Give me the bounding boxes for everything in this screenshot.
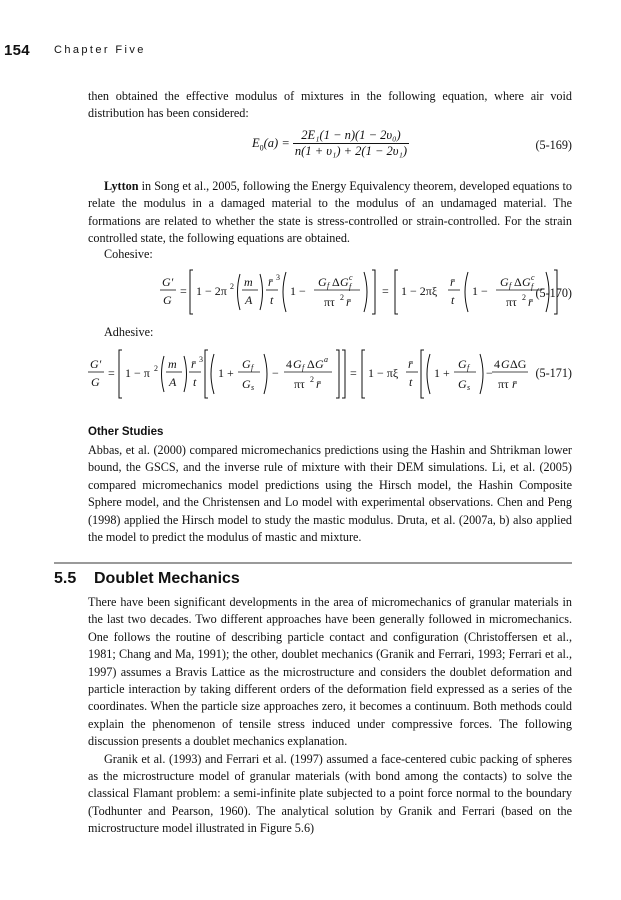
svg-text:1 − 2πξ: 1 − 2πξ (401, 284, 438, 298)
svg-text:=: = (180, 284, 187, 298)
section-title: Doublet Mechanics (94, 570, 240, 587)
svg-text:a: a (324, 355, 328, 364)
svg-text:Δ: Δ (514, 275, 522, 289)
svg-text:s: s (467, 383, 471, 392)
svg-text:r̄: r̄ (268, 275, 273, 289)
svg-text:−: − (272, 366, 279, 380)
svg-text:A: A (169, 375, 177, 389)
svg-text:−: − (486, 366, 493, 380)
equation-number: (5-170) (535, 286, 572, 300)
running-header (0, 42, 621, 62)
svg-text:m: m (244, 275, 253, 289)
svg-text:1 − π: 1 − π (125, 366, 150, 380)
svg-text:G′: G′ (162, 275, 174, 289)
section-divider (54, 562, 572, 564)
svg-text:r̄: r̄ (512, 377, 517, 391)
subheading-other-studies: Other Studies (88, 426, 164, 438)
svg-text:2: 2 (310, 375, 314, 384)
svg-text:G: G (458, 377, 467, 391)
svg-text:2: 2 (522, 293, 526, 302)
svg-text:G: G (340, 275, 349, 289)
svg-text:f: f (467, 363, 470, 372)
svg-text:t: t (270, 293, 274, 307)
cohesive-label: Cohesive: (104, 247, 153, 261)
svg-text:A: A (245, 293, 253, 307)
section-heading (54, 570, 240, 588)
svg-text:r̄: r̄ (191, 357, 196, 371)
svg-text:ΔG: ΔG (510, 357, 527, 371)
svg-text:f: f (327, 281, 330, 290)
svg-text:t: t (193, 375, 197, 389)
other-studies-paragraph: Abbas, et al. (2000) compared micromechanics predictions using the Hashin and Shtrikman lower bound, the GSCS, and the inverse rule of mixture with their DEM simulations. Li, et al. (2005) compared micromechanics model predictions using the Hirsch model, the Hashin Composite Sphere model, and the Christensen and Lo model with experimental observations. Chen and Peng (1998) applied the Hirsch model to study the mastic modulus. Druta, et al. (2007a, b) also applied the model to predict the modulus of mastic and mixture. (88, 443, 572, 545)
svg-text:πτ: πτ (294, 377, 305, 391)
svg-text:2: 2 (230, 282, 234, 291)
intro-paragraph: then obtained the effective modulus of mixtures in the following equation, where air void distribution has been considered: (88, 89, 572, 121)
svg-text:G: G (458, 357, 467, 371)
adhesive-equation-graphic (88, 346, 528, 402)
equation-5-169: $E_0(a)$ = $\frac{\text{2E₁(1 − n)(1 − 2υ₀)}}{\text{n(1 + υ₁) + 2(1 − 2υ₁)}}$ (5-169) (252, 128, 572, 158)
svg-text:r̄: r̄ (408, 357, 413, 371)
svg-text:2: 2 (154, 364, 158, 373)
svg-text:G: G (293, 357, 302, 371)
svg-text:G: G (242, 377, 251, 391)
svg-text:f: f (531, 282, 534, 291)
svg-text:r̄: r̄ (346, 295, 351, 309)
adhesive-label: Adhesive: (104, 325, 154, 339)
svg-text:1 −: 1 − (472, 284, 488, 298)
equation-number: (5-171) (535, 366, 572, 380)
equation-number: (5-169) (535, 138, 572, 152)
svg-text:f: f (302, 363, 305, 372)
svg-text:3: 3 (199, 355, 203, 364)
svg-text:r̄: r̄ (450, 275, 455, 289)
lytton-paragraph: Lytton in Song et al., 2005, following the Energy Equivalency theorem, developed equations to relate the modulus in a damaged material to the modulus of an undamaged material. The formations are related to whether the state is stress-controlled or strain-controlled. For the strain controlled state, the following equations are obtained. (88, 179, 572, 246)
svg-text:3: 3 (276, 273, 280, 282)
cohesive-equation-graphic (160, 266, 600, 318)
svg-text:G′: G′ (90, 357, 102, 371)
svg-text:f: f (509, 281, 512, 290)
svg-text:G: G (91, 375, 100, 389)
svg-text:=: = (382, 284, 389, 298)
svg-text:r̄: r̄ (528, 295, 533, 309)
svg-text:G: G (315, 357, 324, 371)
svg-text:4: 4 (286, 357, 292, 371)
svg-text:t: t (409, 375, 413, 389)
section-paragraph-1: There have been significant developments in the area of micromechanics of granular materials in the last two decades. Two different approaches have been generally followed in micromechanics. One follows the routine of describing particle contact and configuration (Christoffersen et al., 1981; Chang and Ma, 1991); the other, doublet mechanics (Granik and Ferrari, 1993; Ferrari et al., 1997) assumes a Bravis Lattice as the microstructure and considers the doublet deformation and particle interaction by taking different orders of the deformation field expressed as a series of the coordinates. When the particle size approaches zero, it becomes a continuum. Both methods could explain the phenomenon of tensile stress induced under compressive forces. The following discussion presents a doublet mechanics explanation. (88, 595, 572, 749)
svg-text:G: G (163, 293, 172, 307)
page-number: 154 (4, 42, 30, 59)
equation-5-170 (88, 266, 572, 318)
svg-text:4: 4 (494, 357, 500, 371)
svg-text:πτ: πτ (498, 377, 509, 391)
svg-text:Δ: Δ (307, 357, 315, 371)
svg-text:=: = (350, 366, 357, 380)
author-name: Lytton (104, 179, 139, 193)
svg-text:1 +: 1 + (434, 366, 450, 380)
equation-fraction: $\frac{\text{2E₁(1 − n)(1 − 2υ₀)}}{\text{n(1 + υ₁) + 2(1 − 2υ₁)}}$ (294, 128, 408, 158)
section-number: 5.5 (54, 570, 77, 587)
svg-text:G: G (501, 357, 510, 371)
svg-text:G: G (522, 275, 531, 289)
svg-text:=: = (108, 366, 115, 380)
svg-text:1 +: 1 + (218, 366, 234, 380)
section-paragraph-2: Granik et al. (1993) and Ferrari et al. (1997) assumed a face-centered cubic packing of spheres as the microstructure model of granular materials (with bond among the contacts) to solve the classical Flamant problem: a semi-infinite plate subjected to a point force normal to the boundary (Todhunter and Pearson, 1960). The analytical solution by Granik and Ferrari (based on the microstructure model illustrated in Figure 5.6) (88, 751, 572, 836)
chapter-title: Chapter Five (54, 44, 146, 56)
svg-text:1 − 2π: 1 − 2π (196, 284, 227, 298)
svg-text:f: f (251, 363, 254, 372)
svg-text:πτ: πτ (324, 295, 335, 309)
svg-text:Δ: Δ (332, 275, 340, 289)
svg-text:2: 2 (340, 293, 344, 302)
svg-text:s: s (251, 383, 255, 392)
svg-text:m: m (168, 357, 177, 371)
svg-text:G: G (242, 357, 251, 371)
equation-5-171 (88, 346, 572, 402)
section-body (88, 594, 572, 838)
svg-text:t: t (451, 293, 455, 307)
svg-text:G: G (500, 275, 509, 289)
svg-text:c: c (349, 273, 353, 282)
svg-text:1 − πξ: 1 − πξ (368, 366, 399, 380)
svg-text:πτ: πτ (506, 295, 517, 309)
svg-text:f: f (349, 282, 352, 291)
svg-text:G: G (318, 275, 327, 289)
svg-text:1 −: 1 − (290, 284, 306, 298)
svg-text:r̄: r̄ (316, 377, 321, 391)
svg-text:c: c (531, 273, 535, 282)
